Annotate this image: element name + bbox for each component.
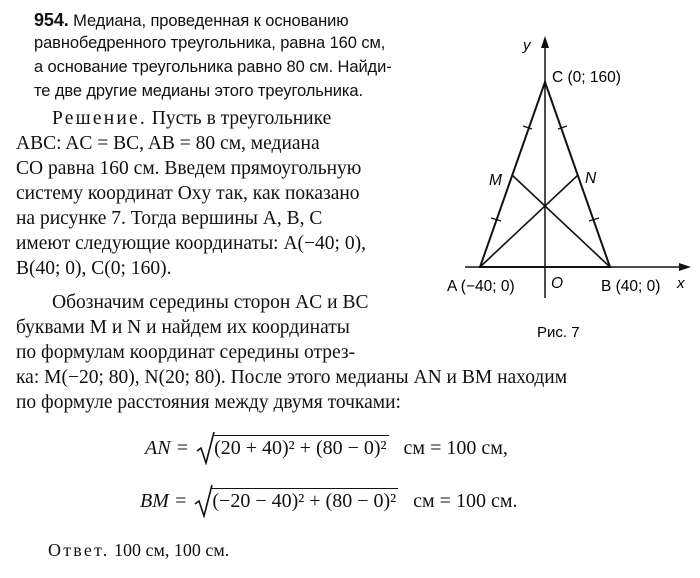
solution-line-2: ABC: AC = BC, AB = 80 см, медиана — [16, 133, 320, 154]
x-axis-arrow-icon — [679, 263, 691, 271]
tick-mark — [558, 126, 567, 129]
radical-sign-icon — [196, 431, 216, 465]
formula-an-radicand: (20 + 40)² + (80 − 0)² — [214, 437, 387, 459]
formula-an-rhs: см = 100 см, — [403, 437, 508, 459]
label-axis-y: y — [523, 37, 531, 54]
problem-number: 954. — [34, 10, 69, 30]
solution-line-9: буквами M и N и найдем их координаты — [16, 317, 350, 338]
radical-sign-icon — [194, 484, 214, 518]
formula-bm-lhs: BM = — [140, 490, 188, 512]
label-n: N — [585, 170, 597, 187]
y-axis-arrow-icon — [541, 36, 549, 48]
problem-line-1 — [34, 10, 349, 31]
solution-line-7: B(40; 0), C(0; 160). — [16, 258, 172, 279]
answer-line — [48, 540, 229, 561]
solution-line-4: систему координат Oxy так, как показано — [16, 183, 360, 204]
problem-text-3: а основание треугольника равно 80 см. Найди- — [34, 58, 392, 76]
formula-an — [145, 437, 508, 460]
solution-text-1: Пусть в треугольнике — [151, 108, 332, 129]
problem-text-1: Медиана, проведенная к основанию — [73, 12, 349, 30]
solution-line-10: по формулам координат середины отрез- — [16, 342, 356, 363]
problem-text-2: равнобедренного треугольника, равна 160 см, — [34, 34, 386, 52]
solution-line-3: CO равна 160 см. Введем прямоугольную — [16, 158, 362, 179]
answer-label: Ответ. — [48, 540, 110, 560]
label-axis-x: x — [677, 275, 685, 292]
figure-caption: Рис. 7 — [537, 324, 580, 341]
formula-bm-rhs: см = 100 см. — [413, 490, 518, 512]
formula-bm-radicand: (−20 − 40)² + (80 − 0)² — [212, 490, 397, 512]
solution-line-5: на рисунке 7. Тогда вершины A, B, C — [16, 208, 323, 229]
label-a: A (−40; 0) — [447, 278, 515, 295]
tick-mark — [523, 126, 532, 129]
label-o: O — [551, 275, 564, 292]
sqrt-an — [196, 437, 388, 460]
label-m: M — [489, 172, 502, 189]
solution-line-11: ка: M(−20; 80), N(20; 80). После этого медианы AN и BM находим — [16, 367, 568, 388]
solution-line-6: имеют следующие координаты: A(−40; 0), — [16, 233, 366, 254]
median-bm — [512, 175, 610, 267]
problem-text-4: те две другие медианы этого треугольника. — [34, 82, 363, 100]
label-b: B (40; 0) — [601, 278, 661, 295]
label-c: C (0; 160) — [552, 69, 621, 86]
formula-bm — [140, 490, 517, 513]
formula-an-lhs: AN = — [145, 437, 190, 459]
solution-line-1 — [52, 108, 331, 130]
figure-triangle — [445, 30, 700, 360]
answer-text: 100 см, 100 см. — [113, 540, 230, 560]
solution-line-12: по формуле расстояния между двумя точками: — [16, 392, 401, 413]
solution-line-8: Обозначим середины сторон AC и BC — [52, 292, 369, 313]
solution-label: Решение. — [52, 108, 147, 129]
sqrt-bm — [194, 490, 398, 513]
